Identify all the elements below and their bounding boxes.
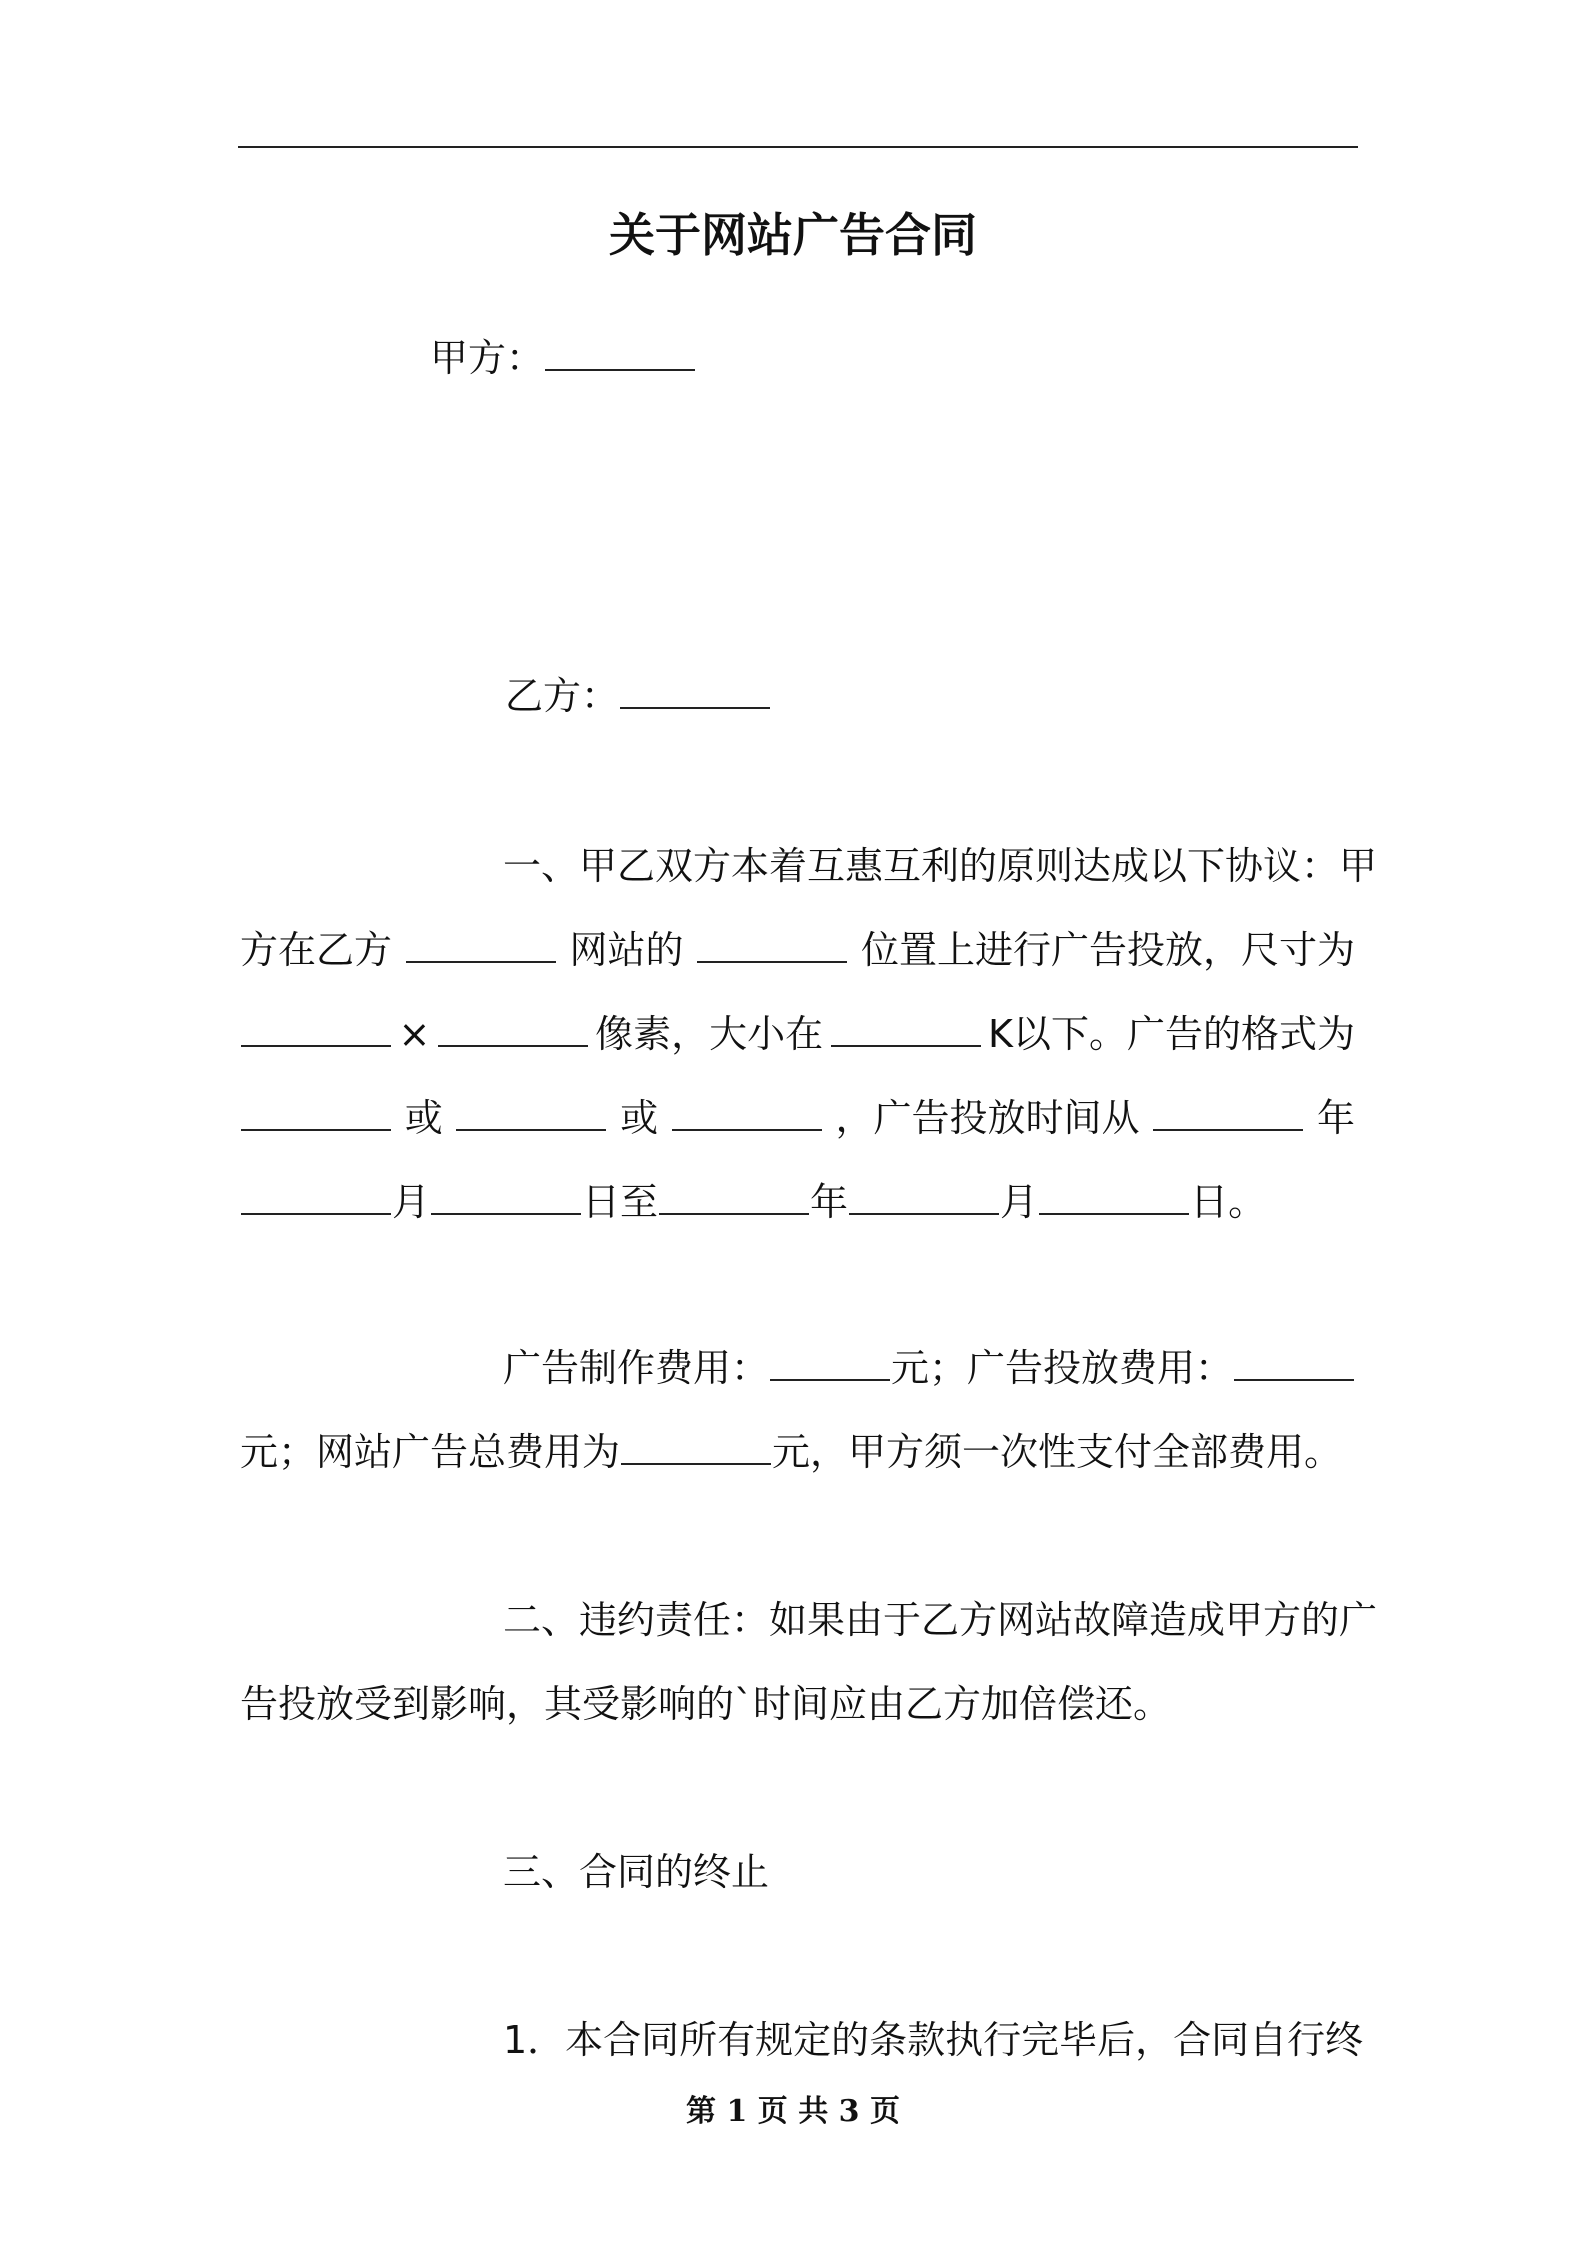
clause1-line2	[240, 922, 1355, 978]
header-rule	[238, 146, 1358, 148]
party-b-line	[505, 668, 771, 724]
clause1-text: ×	[398, 1012, 431, 1056]
clause1-text: 月	[1000, 1180, 1039, 1224]
party-b-blank	[620, 671, 770, 709]
format3-blank	[672, 1093, 822, 1131]
clause1-line4	[240, 1090, 1355, 1146]
clause1-text: 像素，大小在	[595, 1012, 824, 1056]
party-a-line	[430, 330, 696, 386]
start-month-blank	[241, 1177, 391, 1215]
fees-text: 元，甲方须一次性支付全部费用。	[772, 1430, 1343, 1474]
height-blank	[438, 1009, 588, 1047]
end-year-blank	[659, 1177, 809, 1215]
clause3-title: 三、合同的终止	[503, 1850, 770, 1894]
clause1-text: 或	[620, 1096, 659, 1140]
clause1-text: 日。	[1190, 1180, 1267, 1224]
clause1-line5	[240, 1174, 1355, 1230]
fees-text: 广告制作费用：	[503, 1346, 770, 1390]
clause1-text: K以下。广告的格式为	[988, 1012, 1355, 1056]
fees-line1	[240, 1340, 1355, 1396]
clause1-line3	[240, 1006, 1355, 1062]
start-year-blank	[1153, 1093, 1303, 1131]
width-blank	[241, 1009, 391, 1047]
clause1-text: 位置上进行广告投放，尺寸为	[860, 928, 1355, 972]
clause1-text: 方在乙方	[240, 928, 393, 972]
clause1-text: 年	[810, 1180, 849, 1224]
party-a-label: 甲方：	[430, 336, 545, 380]
clause1-text: 年	[1316, 1096, 1355, 1140]
size-blank	[831, 1009, 981, 1047]
clause1-line1: 一、甲乙双方本着互惠互利的原则达成以下协议：甲	[503, 844, 1378, 888]
format1-blank	[241, 1093, 391, 1131]
start-day-blank	[431, 1177, 581, 1215]
page-number: 第 1 页 共 3 页	[686, 2094, 900, 2129]
clause1-text: 日至	[582, 1180, 659, 1224]
clause1-text: ，广告投放时间从	[835, 1096, 1140, 1140]
clause1-text: 月	[392, 1180, 431, 1224]
format2-blank	[456, 1093, 606, 1131]
total-fee-blank	[621, 1427, 771, 1465]
document-title: 关于网站广告合同	[609, 208, 977, 262]
fees-line2	[240, 1424, 1355, 1480]
clause1-text: 或	[404, 1096, 443, 1140]
party-b-label: 乙方：	[505, 674, 620, 718]
fees-text: 元；网站广告总费用为	[240, 1430, 621, 1474]
clause1-text: 网站的	[569, 928, 684, 972]
production-fee-blank	[770, 1343, 890, 1381]
clause2-line2: 告投放受到影响，其受影响的`时间应由乙方加倍偿还。	[240, 1682, 1172, 1726]
party-a-blank	[545, 333, 695, 371]
site-name-blank	[406, 925, 556, 963]
end-month-blank	[849, 1177, 999, 1215]
fees-text: 元；广告投放费用：	[891, 1346, 1234, 1390]
position-blank	[697, 925, 847, 963]
clause2-line1: 二、违约责任：如果由于乙方网站故障造成甲方的广	[503, 1598, 1378, 1642]
clause3-item1: 1．本合同所有规定的条款执行完毕后，合同自行终	[503, 2018, 1364, 2062]
end-day-blank	[1039, 1177, 1189, 1215]
placement-fee-blank	[1234, 1343, 1354, 1381]
